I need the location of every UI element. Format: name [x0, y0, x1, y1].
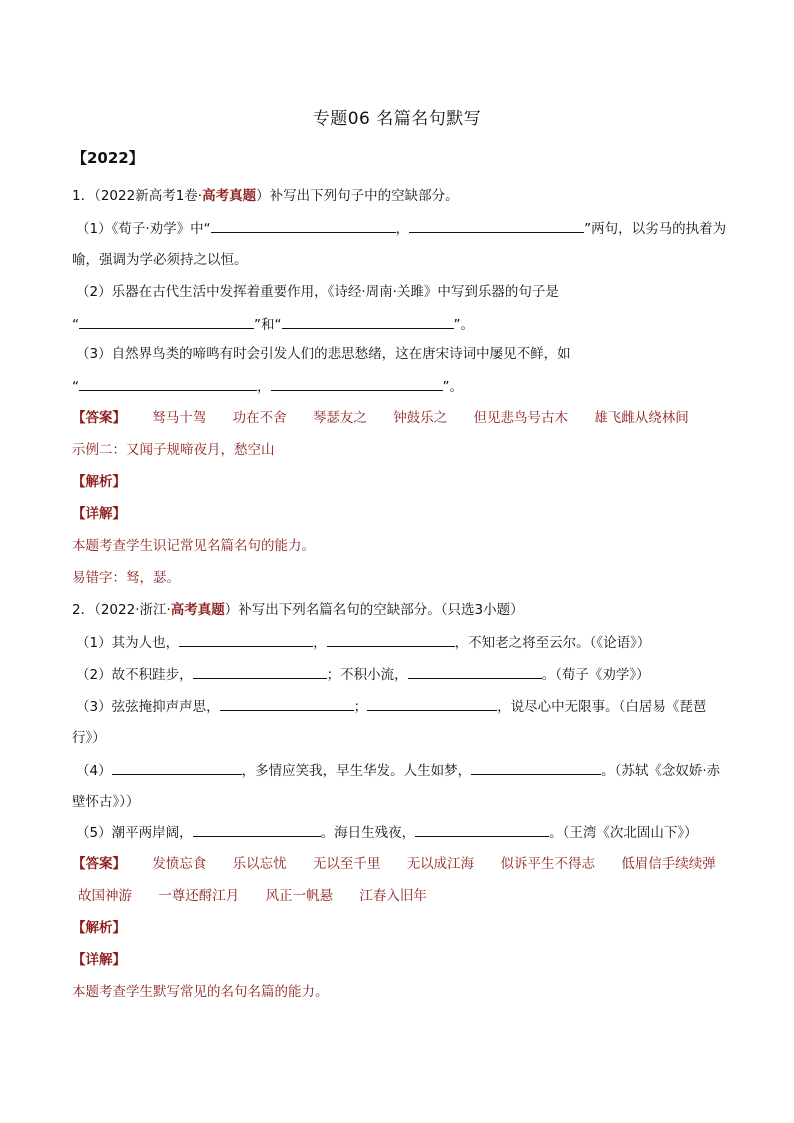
q2-stem: 2．（2022·浙江·高考真题）补写出下列名篇名句的空缺部分。（只选3小题） — [72, 602, 524, 618]
q1-part3-blanks: “ ， ”。 — [72, 376, 732, 397]
q1-part1-cont: 喻，强调为学必须持之以恒。 — [72, 252, 248, 268]
blank[interactable] — [282, 314, 454, 329]
q2-part4: （4） ，多情应笑我，早生华发。人生如梦， 。（苏轼《念奴娇·赤 — [76, 760, 736, 781]
blank[interactable] — [211, 218, 396, 233]
q2-detail-text: 本题考查学生默写常见的名句名篇的能力。 — [72, 984, 329, 1000]
q2-part2: （2）故不积跬步， ；不积小流， 。（荀子《劝学》） — [76, 664, 736, 685]
answer-item: 无以成江海 — [406, 856, 475, 872]
q1-answer — [72, 408, 732, 428]
q1-detail-label: 【详解】 — [72, 506, 126, 522]
source-tag: 高考真题 — [170, 602, 225, 618]
answer-item: 发愤忘食 — [152, 856, 207, 872]
answer-item: 无以至千里 — [312, 856, 381, 872]
blank[interactable] — [79, 376, 257, 391]
blank[interactable] — [193, 822, 321, 837]
blank[interactable] — [112, 760, 242, 775]
blank[interactable] — [409, 218, 584, 233]
answer-label: 【答案】 — [72, 410, 126, 426]
answer-item: 低眉信手续续弹 — [621, 856, 716, 872]
answer-item: 故国神游 — [78, 888, 132, 904]
answer-item: 雄飞雌从绕林间 — [594, 410, 689, 426]
q2-part3-cont: 行》） — [72, 730, 106, 746]
answer-item: 乐以忘忧 — [232, 856, 287, 872]
blank[interactable] — [415, 822, 549, 837]
year-heading: 【2022】 — [72, 149, 144, 167]
q1-detail-text: 本题考查学生识记常见名篇名句的能力。 — [72, 538, 315, 554]
q2-part3: （3）弦弦掩抑声声思， ； ，说尽心中无限事。（白居易《琵琶 — [76, 696, 736, 717]
q2-detail-label: 【详解】 — [72, 952, 126, 968]
answer-label: 【答案】 — [72, 856, 126, 872]
q1-analysis-label: 【解析】 — [72, 474, 126, 490]
q1-part2-blanks: “ ”和“ ”。 — [72, 314, 732, 335]
blank[interactable] — [408, 664, 542, 679]
q2-part1: （1）其为人也， ， ，不知老之将至云尔。（《论语》） — [76, 632, 736, 653]
blank[interactable] — [471, 760, 601, 775]
q2-answer-cont — [78, 886, 738, 906]
page-title: 专题06 名篇名句默写 — [312, 109, 482, 129]
q2-analysis-label: 【解析】 — [72, 920, 126, 936]
blank[interactable] — [271, 376, 443, 391]
answer-item: 江春入旧年 — [359, 888, 427, 904]
source-tag: 高考真题 — [202, 188, 257, 204]
blank[interactable] — [327, 632, 455, 647]
answer-item: 驽马十驾 — [152, 410, 207, 426]
blank[interactable] — [179, 632, 313, 647]
answer-item: 钟鼓乐之 — [393, 410, 448, 426]
q2-part4-cont: 壁怀古》）） — [72, 794, 140, 810]
q1-part3: （3）自然界鸟类的啼鸣有时会引发人们的悲思愁绪，这在唐宋诗词中屡见不鲜，如 — [76, 346, 571, 362]
answer-item: 琴瑟友之 — [312, 410, 367, 426]
q2-answer — [72, 854, 732, 874]
answer-item: 风正一帆悬 — [265, 888, 334, 904]
answer-item: 似诉平生不得志 — [500, 856, 595, 872]
q1-typo-text: 易错字：驽，瑟。 — [72, 570, 180, 586]
answer-item: 一尊还酹江月 — [158, 888, 240, 904]
blank[interactable] — [220, 696, 354, 711]
blank[interactable] — [193, 664, 327, 679]
q2-part5: （5）潮平两岸阔， 。海日生残夜， 。（王湾《次北固山下》） — [76, 822, 736, 843]
q1-part1: （1）《荀子·劝学》中“ ， ”两句，以劣马的执着为 — [76, 218, 736, 239]
answer-item: 但见悲鸟号古木 — [473, 410, 568, 426]
blank[interactable] — [79, 314, 254, 329]
q1-part2: （2）乐器在古代生活中发挥着重要作用，《诗经·周南·关雎》中写到乐器的句子是 — [76, 284, 559, 300]
answer-item: 功在不舍 — [232, 410, 287, 426]
blank[interactable] — [367, 696, 497, 711]
q1-answer-example: 示例二：又闻子规啼夜月，愁空山 — [72, 442, 275, 458]
q1-stem: 1．（2022新高考1卷·高考真题）补写出下列句子中的空缺部分。 — [72, 188, 459, 204]
